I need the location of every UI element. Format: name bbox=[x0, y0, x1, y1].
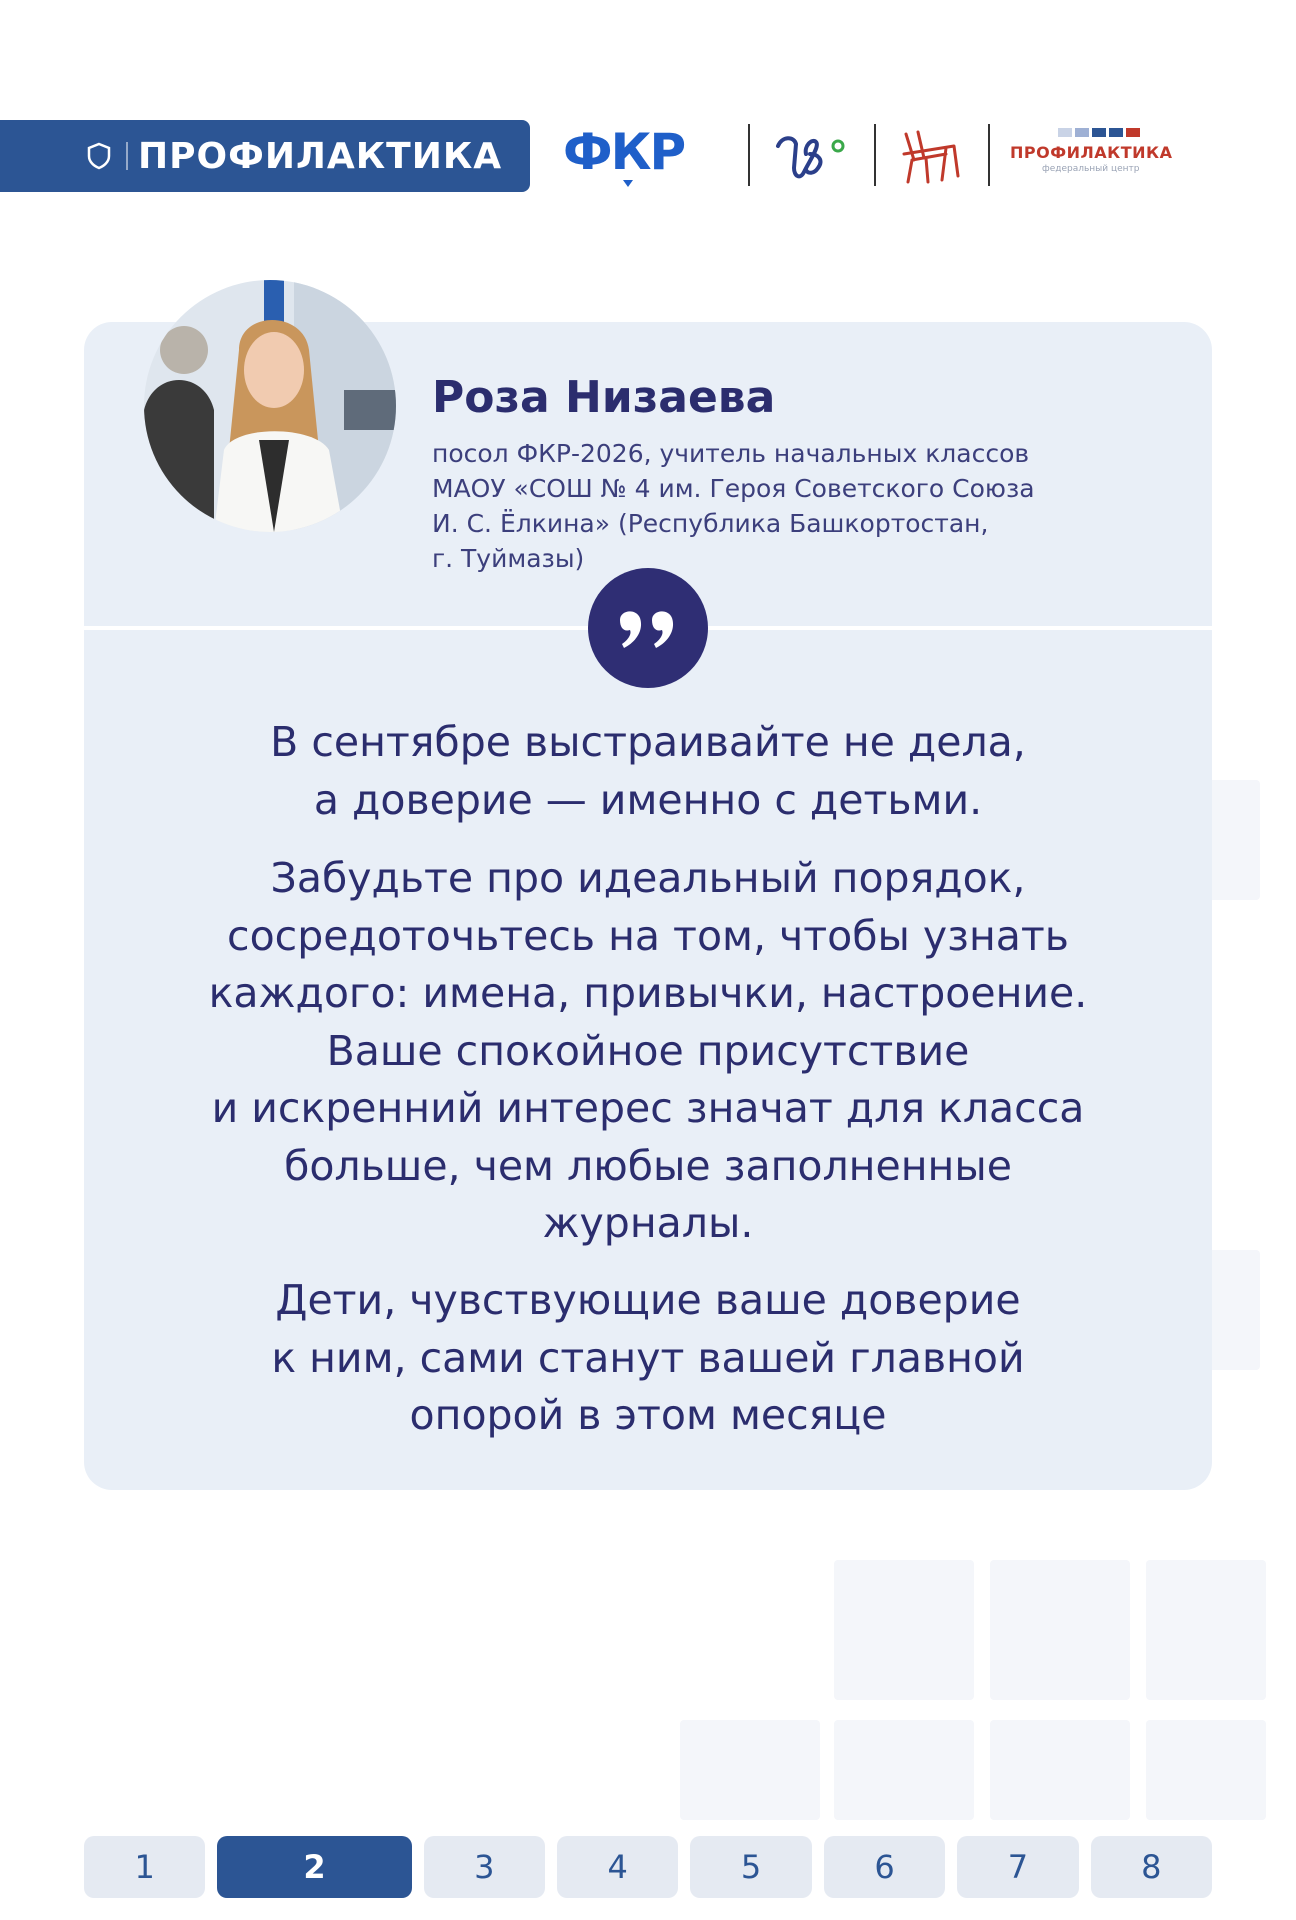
person-role-line: И. С. Ёлкина» (Республика Башкортостан, bbox=[432, 509, 989, 538]
fkr-logo bbox=[563, 122, 684, 182]
header-tag-label: ПРОФИЛАКТИКА bbox=[138, 135, 503, 177]
shield-icon bbox=[86, 142, 112, 170]
background-tile bbox=[834, 1560, 974, 1700]
quote-line: а доверие — именно с детьми. bbox=[313, 775, 983, 824]
quote-line: В сентябре выстраивайте не дела, bbox=[270, 718, 1026, 766]
quote-line: Дети, чувствующие ваше доверие bbox=[275, 1276, 1021, 1324]
quote-line: больше, чем любые заполненные bbox=[284, 1141, 1012, 1190]
quote-line: журналы. bbox=[542, 1199, 754, 1247]
profilaktika-logo-subtitle: федеральный центр bbox=[1042, 164, 1140, 174]
logo-divider bbox=[988, 124, 990, 186]
fkr-logo-marker bbox=[623, 180, 633, 187]
quote-line: каждого: имена, привычки, настроение. bbox=[208, 969, 1088, 1017]
page-button-8[interactable]: 8 bbox=[1091, 1836, 1212, 1898]
page-button-3[interactable]: 3 bbox=[424, 1836, 545, 1898]
quote-line: сосредоточьтесь на том, чтобы узнать bbox=[227, 911, 1069, 960]
page-button-5[interactable]: 5 bbox=[690, 1836, 811, 1898]
background-tile bbox=[1146, 1560, 1266, 1700]
page-button-1[interactable]: 1 bbox=[84, 1836, 205, 1898]
v-logo-icon bbox=[772, 124, 852, 188]
page-button-2[interactable]: 2 bbox=[217, 1836, 411, 1898]
quote-badge bbox=[588, 568, 708, 688]
person-role-line: МАОУ «СОШ № 4 им. Героя Советского Союза bbox=[432, 474, 1035, 503]
quote-paragraph-2 bbox=[120, 850, 1176, 1253]
logo-divider bbox=[748, 124, 750, 186]
avatar bbox=[144, 280, 396, 532]
quote-paragraph-3 bbox=[120, 1272, 1176, 1445]
background-tile bbox=[990, 1720, 1130, 1820]
quote-line: опорой в этом месяце bbox=[409, 1391, 887, 1439]
quote-line: Ваше спокойное присутствие bbox=[326, 1026, 970, 1075]
person-photo bbox=[144, 280, 396, 532]
header-tag bbox=[0, 120, 530, 192]
fkr-logo-text: ФКР bbox=[563, 123, 685, 181]
quote-paragraph-1 bbox=[120, 714, 1176, 829]
page-button-6[interactable]: 6 bbox=[824, 1836, 945, 1898]
person-role-line: посол ФКР-2026, учитель начальных классов bbox=[432, 439, 1030, 468]
quote-line: Забудьте про идеальный порядок, bbox=[270, 854, 1026, 902]
person-name: Роза Низаева bbox=[432, 372, 776, 423]
profilaktika-logo bbox=[1010, 128, 1190, 184]
person-role bbox=[432, 436, 1152, 576]
quote-line: и искренний интерес значат для класса bbox=[211, 1084, 1085, 1132]
chair-logo-icon bbox=[898, 124, 964, 188]
background-tile bbox=[1146, 1720, 1266, 1820]
page-button-4[interactable]: 4 bbox=[557, 1836, 678, 1898]
page-button-7[interactable]: 7 bbox=[957, 1836, 1078, 1898]
background-tile bbox=[680, 1720, 820, 1820]
page-navigation bbox=[84, 1836, 1212, 1898]
quote-marks-icon bbox=[616, 606, 680, 650]
background-tile bbox=[990, 1560, 1130, 1700]
logo-divider bbox=[874, 124, 876, 186]
quote-line: к ним, сами станут вашей главной bbox=[271, 1333, 1025, 1382]
person-role-line: г. Туймазы) bbox=[432, 544, 585, 573]
tag-separator bbox=[126, 142, 128, 170]
profilaktika-logo-bars bbox=[1058, 128, 1190, 137]
background-tile bbox=[834, 1720, 974, 1820]
profilaktika-logo-title: ПРОФИЛАКТИКА bbox=[1010, 143, 1173, 162]
